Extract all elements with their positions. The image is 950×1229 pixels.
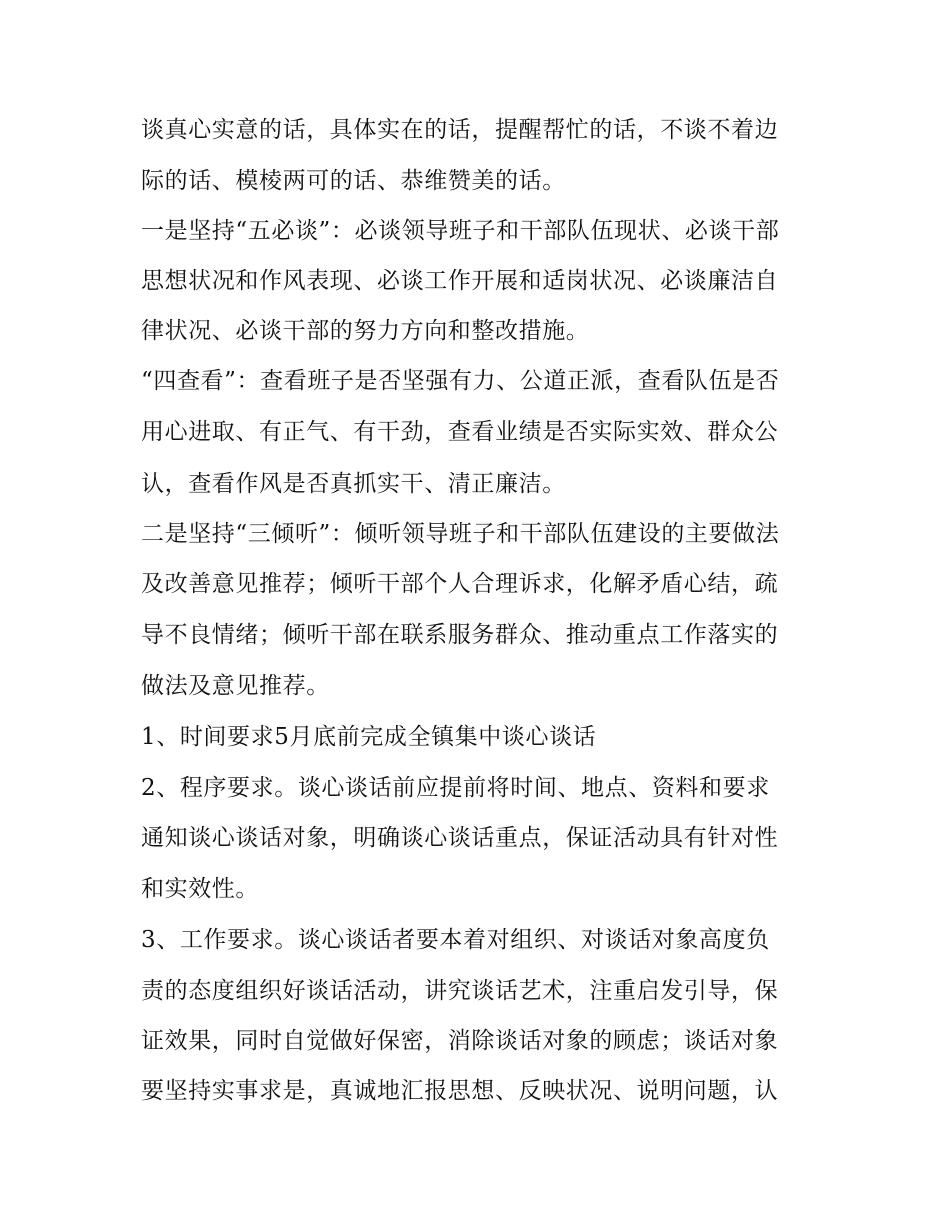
text-line: 谈真心实意的话，具体实在的话，提醒帮忙的话，不谈不着边 <box>141 117 779 143</box>
text-line: 际的话、模棱两可的话、恭维赞美的话。 <box>141 168 566 194</box>
text-line: 责的态度组织好谈话活动，讲究谈话艺术，注重启发引导，保 <box>141 978 779 1004</box>
text-line: 和实效性。 <box>141 876 259 902</box>
text-line: 3、工作要求。谈心谈话者要本着对组织、对谈话对象高度负 <box>141 927 770 953</box>
text-line: 及改善意见推荐；倾听干部个人合理诉求，化解矛盾心结，疏 <box>141 571 779 597</box>
text-line: 二是坚持“三倾听”：倾听领导班子和干部队伍建设的主要做法 <box>141 521 780 547</box>
text-line: 认，查看作风是否真抓实干、清正廉洁。 <box>141 471 566 497</box>
text-line: “四查看”：查看班子是否坚强有力、公道正派，查看队伍是否 <box>141 368 780 394</box>
text-line: 一是坚持“五必谈”：必谈领导班子和干部队伍现状、必谈干部 <box>141 218 780 244</box>
text-line: 证效果，同时自觉做好保密，消除谈话对象的顾虑；谈话对象 <box>141 1028 779 1054</box>
text-line: 做法及意见推荐。 <box>141 673 330 699</box>
text-line: 导不良情绪；倾听干部在联系服务群众、推动重点工作落实的 <box>141 622 779 648</box>
text-line: 要坚持实事求是，真诚地汇报思想、反映状况、说明问题，认 <box>141 1078 779 1104</box>
text-line: 通知谈心谈话对象，明确谈心谈话重点，保证活动具有针对性 <box>141 825 779 851</box>
text-line: 用心进取、有正气、有干劲，查看业绩是否实际实效、群众公 <box>141 419 779 445</box>
text-line: 律状况、必谈干部的努力方向和整改措施。 <box>141 318 590 344</box>
text-line: 思想状况和作风表现、必谈工作开展和适岗状况、必谈廉洁自 <box>141 268 779 294</box>
text-line: 1、时间要求5月底前完成全镇集中谈心谈话 <box>141 724 597 750</box>
text-line: 2、程序要求。谈心谈话前应提前将时间、地点、资料和要求 <box>141 775 770 801</box>
